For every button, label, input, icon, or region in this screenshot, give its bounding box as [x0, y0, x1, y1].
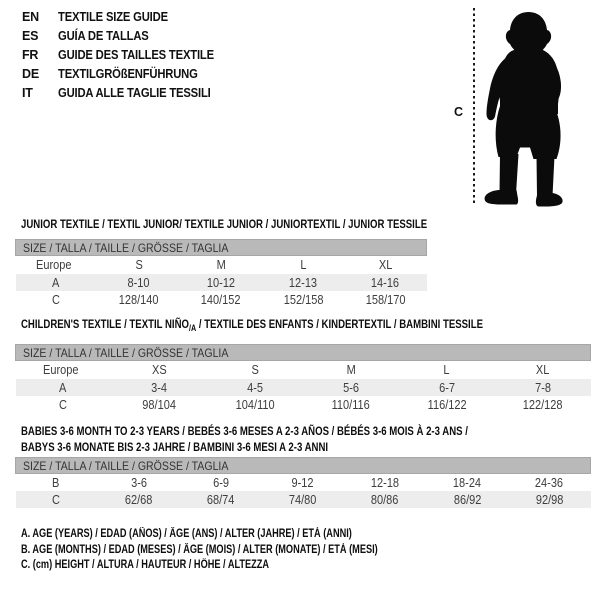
- row-label: C: [52, 492, 60, 507]
- size-cell: [180, 256, 262, 275]
- note-text: A. AGE (YEARS) / EDAD (AÑOS) / ÂGE (ANS) / ALTER (JAHRE) / ETÀ (ANNI): [21, 528, 352, 540]
- lang-title: GUIDA ALLE TAGLIE TESSILI: [58, 85, 211, 100]
- size-header-text: SIZE / TALLA / TAILLE / GRÖSSE / TAGLIA: [23, 458, 229, 473]
- size-header-row: [16, 240, 427, 256]
- size-value: 152/158: [283, 292, 324, 307]
- size-value: 68/74: [207, 492, 235, 507]
- size-value: 128/140: [118, 292, 159, 307]
- size-value: M: [346, 363, 356, 377]
- age-years-row: [16, 379, 591, 396]
- size-value: S: [135, 258, 143, 272]
- europe-sizes-row: [16, 361, 591, 380]
- babies-section-title: [21, 423, 580, 455]
- size-value: 10-12: [206, 275, 236, 290]
- note-text: C. (cm) HEIGHT / ALTURA / HAUTEUR / HÖHE / ALTEZZA: [21, 559, 270, 571]
- row-label: Europe: [36, 258, 72, 272]
- size-cell: [180, 291, 262, 308]
- size-cell: [98, 291, 180, 308]
- lang-row-fr: [22, 45, 231, 64]
- legend-notes: [21, 528, 467, 575]
- row-label-cell: [16, 379, 112, 396]
- size-value: 18-24: [453, 475, 482, 490]
- size-value: 8-10: [127, 275, 150, 290]
- age-months-row: [16, 474, 591, 492]
- size-cell: [495, 379, 591, 396]
- europe-sizes-row: [16, 256, 427, 275]
- row-label-cell: [16, 491, 98, 508]
- lang-code: EN: [22, 9, 39, 24]
- size-value: M: [216, 258, 226, 272]
- size-value: 140/152: [201, 292, 241, 307]
- size-value: 4-5: [247, 380, 264, 395]
- size-value: 12-18: [371, 475, 400, 490]
- lang-code: DE: [22, 66, 39, 81]
- size-cell: [344, 274, 426, 291]
- size-value: 104/110: [235, 397, 275, 412]
- size-cell: [207, 379, 303, 396]
- size-cell: [98, 256, 180, 275]
- size-value: 14-16: [371, 275, 400, 290]
- lang-code: FR: [22, 47, 39, 62]
- lang-title: GUÍA DE TALLAS: [58, 28, 149, 43]
- size-cell: [98, 274, 180, 291]
- row-label: C: [58, 397, 67, 412]
- row-label: C: [52, 292, 61, 307]
- size-cell: [98, 491, 180, 508]
- title-part: CHILDREN'S TEXTILE / TEXTIL NIÑO: [21, 317, 189, 331]
- row-label-cell: [16, 396, 112, 413]
- size-value: 98/104: [142, 397, 177, 412]
- size-value: XL: [378, 258, 393, 272]
- size-value: XS: [151, 363, 167, 377]
- height-figure: [440, 0, 600, 215]
- babies-title-line1: BABIES 3-6 MONTH TO 2-3 YEARS / BEBÉS 3-6 MESES A 2-3 AÑOS / BÉBÉS 3-6 MOIS À 2-3 ANS /: [21, 424, 468, 438]
- size-cell: [344, 474, 426, 492]
- lang-row-it: [22, 83, 231, 102]
- size-cell: [495, 396, 591, 413]
- size-value: 6-7: [438, 380, 455, 395]
- size-header-row: [16, 458, 591, 474]
- babies-title-line2: BABYS 3-6 MONATE BIS 2-3 JAHRE / BAMBINI 3-6 MESI A 2-3 ANNI: [21, 440, 329, 454]
- height-cm-row: [16, 491, 591, 508]
- row-label: Europe: [43, 363, 79, 377]
- height-cm-row: [16, 291, 427, 308]
- junior-section-title: [21, 217, 529, 231]
- row-label: A: [52, 275, 60, 290]
- note-age-months: [21, 544, 467, 560]
- row-label-cell: [16, 474, 98, 492]
- lang-code: IT: [22, 85, 33, 100]
- baby-silhouette-icon: [440, 0, 600, 215]
- junior-section-title-text: JUNIOR TEXTILE / TEXTIL JUNIOR/ TEXTILE JUNIOR / JUNIORTEXTIL / JUNIOR TESSILE: [21, 217, 428, 231]
- size-cell: [262, 274, 344, 291]
- lang-row-es: [22, 26, 231, 45]
- row-label: A: [59, 380, 67, 395]
- size-cell: [207, 361, 303, 380]
- row-label-cell: [16, 274, 98, 291]
- size-cell: [303, 361, 399, 380]
- size-cell: [508, 474, 590, 492]
- size-value: XL: [535, 363, 550, 377]
- note-age-years: [21, 528, 467, 544]
- height-cm-row: [16, 396, 591, 413]
- size-cell: [262, 474, 344, 492]
- size-value: 62/68: [124, 492, 153, 507]
- size-value: 5-6: [342, 380, 359, 395]
- size-value: S: [251, 363, 259, 377]
- size-header-cell: [16, 240, 427, 256]
- size-cell: [207, 396, 303, 413]
- row-label-cell: [16, 291, 98, 308]
- size-cell: [262, 256, 344, 275]
- age-years-row: [16, 274, 427, 291]
- size-cell: [426, 474, 508, 492]
- size-value: 110/116: [331, 397, 370, 412]
- size-value: 92/98: [535, 492, 564, 507]
- title-part: / TEXTILE DES ENFANTS / KINDERTEXTIL / BAMBINI TESSILE: [196, 317, 483, 331]
- title-subscript: /A: [188, 323, 197, 333]
- size-cell: [426, 491, 508, 508]
- children-size-table: [15, 344, 591, 413]
- lang-title: GUIDE DES TAILLES TEXTILE: [58, 47, 214, 62]
- children-section-title: [21, 317, 598, 333]
- junior-size-table: [15, 239, 427, 308]
- size-value: 3-6: [130, 475, 147, 490]
- size-value: 116/122: [427, 397, 467, 412]
- size-value: 7-8: [534, 380, 551, 395]
- size-cell: [262, 491, 344, 508]
- note-height: [21, 559, 467, 575]
- size-header-row: [16, 345, 591, 361]
- note-text: B. AGE (MONTHS) / EDAD (MESES) / ÂGE (MOIS) / ALTER (MONATE) / ETÀ (MESI): [21, 543, 378, 556]
- size-cell: [344, 491, 426, 508]
- size-cell: [303, 379, 399, 396]
- size-value: L: [443, 363, 450, 377]
- size-header-text: SIZE / TALLA / TAILLE / GRÖSSE / TAGLIA: [23, 345, 229, 360]
- size-cell: [262, 291, 344, 308]
- size-cell: [111, 379, 207, 396]
- babies-size-table: [15, 457, 591, 508]
- size-cell: [98, 474, 180, 492]
- size-cell: [303, 396, 399, 413]
- size-value: 3-4: [151, 380, 168, 395]
- size-header-cell: [16, 345, 591, 361]
- row-label-cell: [16, 256, 98, 275]
- size-cell: [180, 491, 262, 508]
- size-value: 9-12: [291, 475, 314, 490]
- size-value: 86/92: [453, 492, 482, 507]
- size-cell: [180, 474, 262, 492]
- size-value: 6-9: [212, 475, 229, 490]
- size-cell: [344, 291, 426, 308]
- size-value: 122/128: [522, 397, 563, 412]
- size-cell: [399, 396, 495, 413]
- row-label: B: [52, 475, 60, 490]
- size-cell: [399, 379, 495, 396]
- lang-row-de: [22, 64, 231, 83]
- size-value: L: [300, 258, 307, 272]
- language-list: [22, 7, 231, 102]
- size-value: 24-36: [535, 475, 564, 490]
- height-measure-label: C: [454, 105, 464, 119]
- lang-title: TEXTILE SIZE GUIDE: [58, 9, 168, 24]
- children-section-title-text: [21, 317, 483, 333]
- size-header-cell: [16, 458, 591, 474]
- size-value: 158/170: [365, 292, 406, 307]
- size-cell: [180, 274, 262, 291]
- row-label-cell: [16, 361, 112, 380]
- size-value: 80/86: [371, 492, 399, 507]
- lang-row-en: [22, 7, 231, 26]
- size-cell: [111, 396, 207, 413]
- size-cell: [399, 361, 495, 380]
- size-cell: [111, 361, 207, 380]
- size-value: 12-13: [289, 275, 318, 290]
- lang-title: TEXTILGRÖßENFÜHRUNG: [58, 66, 198, 81]
- lang-code: ES: [22, 28, 39, 43]
- size-value: 74/80: [289, 492, 317, 507]
- size-cell: [508, 491, 590, 508]
- size-cell: [344, 256, 426, 275]
- size-header-text: SIZE / TALLA / TAILLE / GRÖSSE / TAGLIA: [23, 240, 229, 255]
- size-cell: [495, 361, 591, 380]
